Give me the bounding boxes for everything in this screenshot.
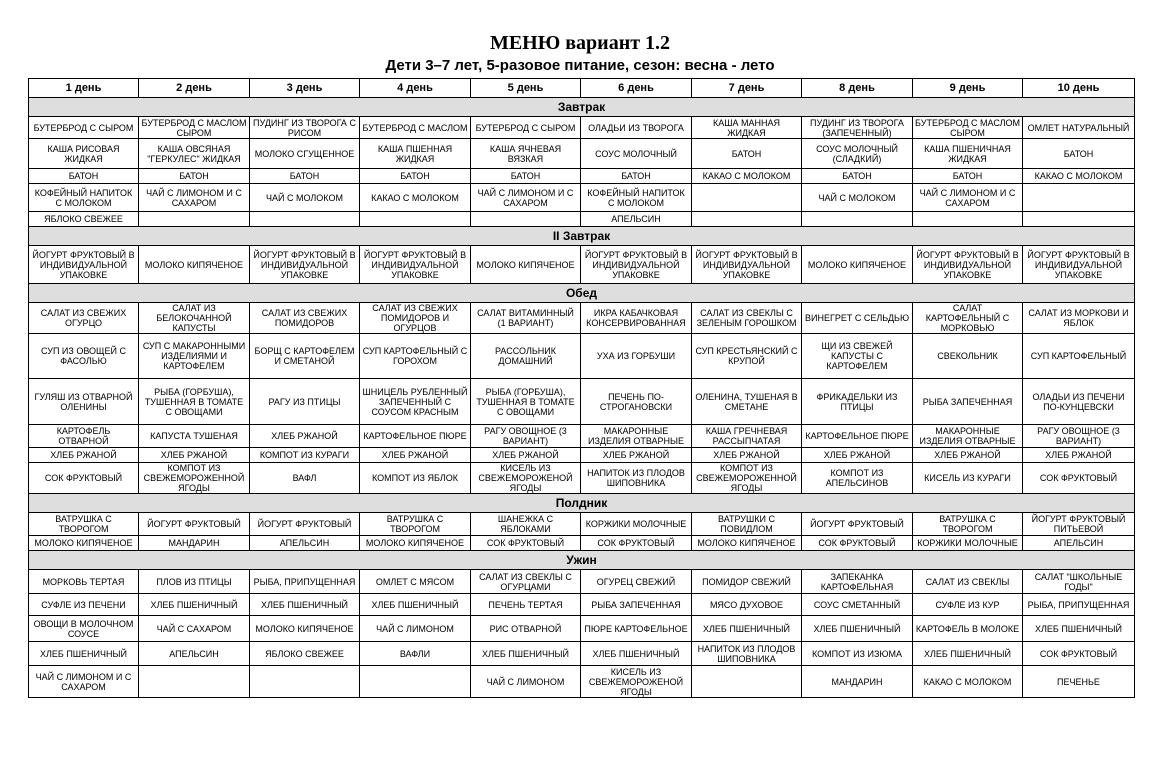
menu-cell: СОК ФРУКТОВЫЙ xyxy=(581,536,692,551)
section-title: II Завтрак xyxy=(29,227,1135,246)
menu-cell: КОМПОТ ИЗ ЯБЛОК xyxy=(360,463,471,494)
menu-cell: СУП ИЗ ОВОЩЕЙ С ФАСОЛЬЮ xyxy=(29,334,139,379)
menu-cell: РЫБА ЗАПЕЧЕННАЯ xyxy=(913,379,1023,425)
section-header-row xyxy=(29,494,1135,513)
menu-row xyxy=(29,334,1135,379)
menu-cell: РЫБА, ПРИПУЩЕННАЯ xyxy=(250,570,360,594)
menu-cell: ХЛЕБ ПШЕНИЧНЫЙ xyxy=(1023,616,1135,642)
menu-cell: ЯБЛОКО СВЕЖЕЕ xyxy=(29,212,139,227)
menu-cell: САЛАТ ИЗ МОРКОВИ И ЯБЛОК xyxy=(1023,303,1135,334)
menu-cell: ОЛЕНИНА, ТУШЕНАЯ В СМЕТАНЕ xyxy=(692,379,802,425)
menu-cell: РЫБА (ГОРБУША), ТУШЕННАЯ В ТОМАТЕ С ОВОЩАМИ xyxy=(471,379,581,425)
menu-cell: ХЛЕБ ПШЕНИЧНЫЙ xyxy=(913,642,1023,666)
menu-cell: ОЛАДЬИ ИЗ ТВОРОГА xyxy=(581,117,692,139)
menu-cell: САЛАТ КАРТОФЕЛЬНЫЙ С МОРКОВЬЮ xyxy=(913,303,1023,334)
menu-cell xyxy=(139,212,250,227)
menu-cell: БАТОН xyxy=(29,169,139,184)
menu-cell: КАКАО С МОЛОКОМ xyxy=(913,666,1023,698)
menu-cell: СОК ФРУКТОВЫЙ xyxy=(1023,463,1135,494)
menu-cell: КАРТОФЕЛЬНОЕ ПЮРЕ xyxy=(360,425,471,448)
menu-cell: КОМПОТ ИЗ АПЕЛЬСИНОВ xyxy=(802,463,913,494)
menu-cell: РАГУ ОВОЩНОЕ (3 ВАРИАНТ) xyxy=(471,425,581,448)
menu-cell: КАША ПШЕНИЧНАЯ ЖИДКАЯ xyxy=(913,139,1023,169)
menu-cell: АПЕЛЬСИН xyxy=(250,536,360,551)
menu-cell: ХЛЕБ ПШЕНИЧНЫЙ xyxy=(250,594,360,616)
menu-cell: СУП С МАКАРОННЫМИ ИЗДЕЛИЯМИ И КАРТОФЕЛЕМ xyxy=(139,334,250,379)
page-title: МЕНЮ вариант 1.2 xyxy=(489,32,671,54)
page-subtitle: Дети 3–7 лет, 5-разовое питание, сезон: весна - лето xyxy=(385,57,775,74)
menu-cell: КОМПОТ ИЗ КУРАГИ xyxy=(250,448,360,463)
menu-cell: КАКАО С МОЛОКОМ xyxy=(1023,169,1135,184)
menu-cell: САЛАТ "ШКОЛЬНЫЕ ГОДЫ" xyxy=(1023,570,1135,594)
menu-cell: ЙОГУРТ ФРУКТОВЫЙ В ИНДИВИДУАЛЬНОЙ УПАКОВКЕ xyxy=(250,246,360,284)
menu-cell: БАТОН xyxy=(802,169,913,184)
menu-cell: УХА ИЗ ГОРБУШИ xyxy=(581,334,692,379)
menu-cell: ХЛЕБ РЖАНОЙ xyxy=(913,448,1023,463)
menu-cell: БАТОН xyxy=(250,169,360,184)
menu-cell: ЧАЙ С МОЛОКОМ xyxy=(250,184,360,212)
menu-cell xyxy=(360,666,471,698)
menu-cell: САЛАТ ВИТАМИННЫЙ (1 ВАРИАНТ) xyxy=(471,303,581,334)
menu-cell: ЧАЙ С ЛИМОНОМ И С САХАРОМ xyxy=(913,184,1023,212)
menu-cell: ЩИ ИЗ СВЕЖЕЙ КАПУСТЫ С КАРТОФЕЛЕМ xyxy=(802,334,913,379)
menu-cell: МОЛОКО КИПЯЧЕНОЕ xyxy=(802,246,913,284)
menu-cell: ХЛЕБ ПШЕНИЧНЫЙ xyxy=(29,642,139,666)
menu-cell: ЙОГУРТ ФРУКТОВЫЙ В ИНДИВИДУАЛЬНОЙ УПАКОВКЕ xyxy=(692,246,802,284)
menu-cell: ХЛЕБ РЖАНОЙ xyxy=(692,448,802,463)
menu-cell: МОЛОКО КИПЯЧЕНОЕ xyxy=(692,536,802,551)
menu-cell: ЯБЛОКО СВЕЖЕЕ xyxy=(250,642,360,666)
menu-cell: КОМПОТ ИЗ СВЕЖЕМОРОЖЕННОЙ ЯГОДЫ xyxy=(139,463,250,494)
menu-cell: МОЛОКО КИПЯЧЕНОЕ xyxy=(139,246,250,284)
menu-cell xyxy=(250,212,360,227)
menu-cell xyxy=(250,666,360,698)
menu-cell: ХЛЕБ ПШЕНИЧНЫЙ xyxy=(581,642,692,666)
menu-cell: БАТОН xyxy=(581,169,692,184)
section-header-row xyxy=(29,551,1135,570)
menu-cell xyxy=(139,666,250,698)
menu-cell: КАРТОФЕЛЬНОЕ ПЮРЕ xyxy=(802,425,913,448)
menu-cell: НАПИТОК ИЗ ПЛОДОВ ШИПОВНИКА xyxy=(692,642,802,666)
menu-cell: ЧАЙ С ЛИМОНОМ И С САХАРОМ xyxy=(29,666,139,698)
day-header: 3 день xyxy=(250,79,360,98)
menu-cell: АПЕЛЬСИН xyxy=(139,642,250,666)
menu-cell: РИС ОТВАРНОЙ xyxy=(471,616,581,642)
menu-cell: МАКАРОННЫЕ ИЗДЕЛИЯ ОТВАРНЫЕ xyxy=(913,425,1023,448)
menu-cell xyxy=(692,212,802,227)
menu-cell: СОК ФРУКТОВЫЙ xyxy=(802,536,913,551)
menu-cell: САЛАТ ИЗ СВЕЖИХ ОГУРЦО xyxy=(29,303,139,334)
menu-cell: СОК ФРУКТОВЫЙ xyxy=(1023,642,1135,666)
menu-row xyxy=(29,169,1135,184)
menu-cell: НАПИТОК ИЗ ПЛОДОВ ШИПОВНИКА xyxy=(581,463,692,494)
menu-cell: СОК ФРУКТОВЫЙ xyxy=(471,536,581,551)
menu-cell: СОУС СМЕТАННЫЙ xyxy=(802,594,913,616)
day-header: 6 день xyxy=(581,79,692,98)
menu-cell: СУФЛЕ ИЗ КУР xyxy=(913,594,1023,616)
menu-cell: ЙОГУРТ ФРУКТОВЫЙ В ИНДИВИДУАЛЬНОЙ УПАКОВКЕ xyxy=(360,246,471,284)
menu-cell: ЗАПЕКАНКА КАРТОФЕЛЬНАЯ xyxy=(802,570,913,594)
menu-row xyxy=(29,463,1135,494)
section-title: Полдник xyxy=(29,494,1135,513)
menu-cell: МОЛОКО КИПЯЧЕНОЕ xyxy=(250,616,360,642)
menu-cell xyxy=(1023,184,1135,212)
menu-cell: ХЛЕБ РЖАНОЙ xyxy=(360,448,471,463)
menu-cell: БАТОН xyxy=(913,169,1023,184)
menu-cell: КИСЕЛЬ ИЗ КУРАГИ xyxy=(913,463,1023,494)
menu-cell: КОМПОТ ИЗ СВЕЖЕМОРОЖЕННОЙ ЯГОДЫ xyxy=(692,463,802,494)
menu-cell: КИСЕЛЬ ИЗ СВЕЖЕМОРОЖЕНОЙ ЯГОДЫ xyxy=(581,666,692,698)
menu-cell: КАКАО С МОЛОКОМ xyxy=(360,184,471,212)
menu-cell: ХЛЕБ ПШЕНИЧНЫЙ xyxy=(360,594,471,616)
menu-cell: ВАТРУШКА С ТВОРОГОМ xyxy=(913,513,1023,536)
section-title: Завтрак xyxy=(29,98,1135,117)
menu-cell: МАНДАРИН xyxy=(802,666,913,698)
menu-cell: ХЛЕБ ПШЕНИЧНЫЙ xyxy=(692,616,802,642)
menu-cell: ОГУРЕЦ СВЕЖИЙ xyxy=(581,570,692,594)
menu-cell: БУТЕРБРОД С МАСЛОМ СЫРОМ xyxy=(139,117,250,139)
menu-cell: ОВОЩИ В МОЛОЧНОМ СОУСЕ xyxy=(29,616,139,642)
menu-cell: ПУДИНГ ИЗ ТВОРОГА С РИСОМ xyxy=(250,117,360,139)
menu-cell: РАССОЛЬНИК ДОМАШНИЙ xyxy=(471,334,581,379)
menu-cell: ЧАЙ С МОЛОКОМ xyxy=(802,184,913,212)
menu-cell: КАРТОФЕЛЬ В МОЛОКЕ xyxy=(913,616,1023,642)
menu-row xyxy=(29,642,1135,666)
menu-cell: КАКАО С МОЛОКОМ xyxy=(692,169,802,184)
menu-cell: КОРЖИКИ МОЛОЧНЫЕ xyxy=(581,513,692,536)
menu-cell: СОК ФРУКТОВЫЙ xyxy=(29,463,139,494)
section-header-row xyxy=(29,98,1135,117)
menu-row xyxy=(29,303,1135,334)
menu-row xyxy=(29,666,1135,698)
menu-cell: ПЕЧЕНЬ ПО-СТРОГАНОВСКИ xyxy=(581,379,692,425)
menu-cell: КАША РИСОВАЯ ЖИДКАЯ xyxy=(29,139,139,169)
menu-cell: РЫБА (ГОРБУША), ТУШЕННАЯ В ТОМАТЕ С ОВОЩАМИ xyxy=(139,379,250,425)
menu-cell: ВАФЛИ xyxy=(360,642,471,666)
menu-cell: ВИНЕГРЕТ С СЕЛЬДЬЮ xyxy=(802,303,913,334)
menu-row xyxy=(29,570,1135,594)
menu-row xyxy=(29,448,1135,463)
menu-cell: БАТОН xyxy=(471,169,581,184)
menu-cell: ЧАЙ С ЛИМОНОМ xyxy=(360,616,471,642)
menu-cell: ХЛЕБ РЖАНОЙ xyxy=(1023,448,1135,463)
menu-cell: МЯСО ДУХОВОЕ xyxy=(692,594,802,616)
menu-cell: САЛАТ ИЗ СВЕКЛЫ С ЗЕЛЕНЫМ ГОРОШКОМ xyxy=(692,303,802,334)
section-title: Обед xyxy=(29,284,1135,303)
menu-cell: БАТОН xyxy=(1023,139,1135,169)
menu-row xyxy=(29,513,1135,536)
menu-cell: ШАНЕЖКА С ЯБЛОКАМИ xyxy=(471,513,581,536)
menu-cell: МОЛОКО КИПЯЧЕНОЕ xyxy=(471,246,581,284)
menu-cell: КАРТОФЕЛЬ ОТВАРНОЙ xyxy=(29,425,139,448)
day-header: 10 день xyxy=(1023,79,1135,98)
menu-cell: МАКАРОННЫЕ ИЗДЕЛИЯ ОТВАРНЫЕ xyxy=(581,425,692,448)
menu-cell: МОЛОКО КИПЯЧЕНОЕ xyxy=(360,536,471,551)
menu-cell xyxy=(913,212,1023,227)
menu-cell: ВАТРУШКА С ТВОРОГОМ xyxy=(29,513,139,536)
menu-cell: САЛАТ ИЗ СВЕКЛЫ xyxy=(913,570,1023,594)
menu-cell: КАША ПШЕННАЯ ЖИДКАЯ xyxy=(360,139,471,169)
day-header: 8 день xyxy=(802,79,913,98)
menu-cell: ПЕЧЕНЬ ТЕРТАЯ xyxy=(471,594,581,616)
menu-cell: ЙОГУРТ ФРУКТОВЫЙ В ИНДИВИДУАЛЬНОЙ УПАКОВКЕ xyxy=(29,246,139,284)
menu-cell xyxy=(471,212,581,227)
day-header: 9 день xyxy=(913,79,1023,98)
menu-row xyxy=(29,139,1135,169)
menu-cell: ШНИЦЕЛЬ РУБЛЕННЫЙ ЗАПЕЧЕННЫЙ С СОУСОМ КРАСНЫМ xyxy=(360,379,471,425)
day-header-row xyxy=(29,79,1135,98)
menu-cell: АПЕЛЬСИН xyxy=(1023,536,1135,551)
menu-cell: СОУС МОЛОЧНЫЙ xyxy=(581,139,692,169)
menu-cell: БАТОН xyxy=(139,169,250,184)
section-title: Ужин xyxy=(29,551,1135,570)
menu-row xyxy=(29,616,1135,642)
menu-cell: ГУЛЯШ ИЗ ОТВАРНОЙ ОЛЕНИНЫ xyxy=(29,379,139,425)
menu-cell: ОМЛЕТ С МЯСОМ xyxy=(360,570,471,594)
menu-row xyxy=(29,594,1135,616)
menu-cell: РЫБА ЗАПЕЧЕННАЯ xyxy=(581,594,692,616)
menu-cell: ИКРА КАБАЧКОВАЯ КОНСЕРВИРОВАННАЯ xyxy=(581,303,692,334)
day-header: 5 день xyxy=(471,79,581,98)
menu-cell: ЙОГУРТ ФРУКТОВЫЙ ПИТЬЕВОЙ xyxy=(1023,513,1135,536)
menu-cell: КИСЕЛЬ ИЗ СВЕЖЕМОРОЖЕНОЙ ЯГОДЫ xyxy=(471,463,581,494)
menu-cell: ОМЛЕТ НАТУРАЛЬНЫЙ xyxy=(1023,117,1135,139)
menu-cell: БАТОН xyxy=(360,169,471,184)
menu-cell: ЧАЙ С ЛИМОНОМ И С САХАРОМ xyxy=(471,184,581,212)
menu-cell: ХЛЕБ РЖАНОЙ xyxy=(250,425,360,448)
menu-cell: ЙОГУРТ ФРУКТОВЫЙ xyxy=(250,513,360,536)
menu-cell: МАНДАРИН xyxy=(139,536,250,551)
menu-cell xyxy=(692,184,802,212)
menu-cell: СУП КРЕСТЬЯНСКИЙ С КРУПОЙ xyxy=(692,334,802,379)
menu-cell: ХЛЕБ РЖАНОЙ xyxy=(471,448,581,463)
menu-cell: ПЮРЕ КАРТОФЕЛЬНОЕ xyxy=(581,616,692,642)
menu-cell: РЫБА, ПРИПУЩЕННАЯ xyxy=(1023,594,1135,616)
menu-cell: КАША МАННАЯ ЖИДКАЯ xyxy=(692,117,802,139)
menu-cell: СВЕКОЛЬНИК xyxy=(913,334,1023,379)
menu-cell: САЛАТ ИЗ БЕЛОКОЧАННОЙ КАПУСТЫ xyxy=(139,303,250,334)
menu-cell: ХЛЕБ РЖАНОЙ xyxy=(581,448,692,463)
menu-cell: ВАФЛ xyxy=(250,463,360,494)
menu-cell xyxy=(692,666,802,698)
menu-cell xyxy=(360,212,471,227)
menu-cell: МОЛОКО КИПЯЧЕНОЕ xyxy=(29,536,139,551)
menu-cell xyxy=(802,212,913,227)
menu-cell: ВАТРУШКА С ТВОРОГОМ xyxy=(360,513,471,536)
menu-cell: ЙОГУРТ ФРУКТОВЫЙ В ИНДИВИДУАЛЬНОЙ УПАКОВКЕ xyxy=(581,246,692,284)
menu-cell: МОРКОВЬ ТЕРТАЯ xyxy=(29,570,139,594)
menu-cell: БУТЕРБРОД С МАСЛОМ СЫРОМ xyxy=(913,117,1023,139)
menu-cell: ХЛЕБ ПШЕНИЧНЫЙ xyxy=(471,642,581,666)
menu-cell: ЧАЙ С САХАРОМ xyxy=(139,616,250,642)
menu-row xyxy=(29,117,1135,139)
menu-cell: СУП КАРТОФЕЛЬНЫЙ С ГОРОХОМ xyxy=(360,334,471,379)
menu-row xyxy=(29,246,1135,284)
menu-cell: ВАТРУШКИ С ПОВИДЛОМ xyxy=(692,513,802,536)
menu-row xyxy=(29,212,1135,227)
day-header: 2 день xyxy=(139,79,250,98)
section-header-row xyxy=(29,227,1135,246)
menu-cell: ОЛАДЬИ ИЗ ПЕЧЕНИ ПО-КУНЦЕВСКИ xyxy=(1023,379,1135,425)
menu-cell: САЛАТ ИЗ СВЕЖИХ ПОМИДОРОВ И ОГУРЦОВ xyxy=(360,303,471,334)
menu-table xyxy=(28,78,1135,698)
day-header: 1 день xyxy=(29,79,139,98)
menu-cell: КОМПОТ ИЗ ИЗЮМА xyxy=(802,642,913,666)
menu-cell: АПЕЛЬСИН xyxy=(581,212,692,227)
menu-cell: ПОМИДОР СВЕЖИЙ xyxy=(692,570,802,594)
menu-row xyxy=(29,425,1135,448)
menu-cell: ПЕЧЕНЬЕ xyxy=(1023,666,1135,698)
menu-cell: БУТЕРБРОД С МАСЛОМ xyxy=(360,117,471,139)
menu-cell: ЧАЙ С ЛИМОНОМ xyxy=(471,666,581,698)
menu-cell: ЙОГУРТ ФРУКТОВЫЙ xyxy=(139,513,250,536)
menu-cell: СУП КАРТОФЕЛЬНЫЙ xyxy=(1023,334,1135,379)
menu-cell: БОРЩ С КАРТОФЕЛЕМ И СМЕТАНОЙ xyxy=(250,334,360,379)
menu-header xyxy=(29,79,1135,98)
menu-row xyxy=(29,536,1135,551)
menu-row xyxy=(29,184,1135,212)
menu-cell: СУФЛЕ ИЗ ПЕЧЕНИ xyxy=(29,594,139,616)
day-header: 4 день xyxy=(360,79,471,98)
menu-cell: ПЛОВ ИЗ ПТИЦЫ xyxy=(139,570,250,594)
menu-cell: КОРЖИКИ МОЛОЧНЫЕ xyxy=(913,536,1023,551)
menu-cell: ЙОГУРТ ФРУКТОВЫЙ В ИНДИВИДУАЛЬНОЙ УПАКОВКЕ xyxy=(913,246,1023,284)
menu-cell: ЙОГУРТ ФРУКТОВЫЙ В ИНДИВИДУАЛЬНОЙ УПАКОВКЕ xyxy=(1023,246,1135,284)
section-header-row xyxy=(29,284,1135,303)
menu-cell: КАША ГРЕЧНЕВАЯ РАССЫПЧАТАЯ xyxy=(692,425,802,448)
menu-cell: КОФЕЙНЫЙ НАПИТОК С МОЛОКОМ xyxy=(581,184,692,212)
menu-cell: ЧАЙ С ЛИМОНОМ И С САХАРОМ xyxy=(139,184,250,212)
menu-cell: ХЛЕБ ПШЕНИЧНЫЙ xyxy=(802,616,913,642)
menu-cell xyxy=(1023,212,1135,227)
menu-cell: САЛАТ ИЗ СВЕЖИХ ПОМИДОРОВ xyxy=(250,303,360,334)
menu-cell: МОЛОКО СГУЩЕННОЕ xyxy=(250,139,360,169)
menu-cell: САЛАТ ИЗ СВЕКЛЫ С ОГУРЦАМИ xyxy=(471,570,581,594)
menu-cell: ЙОГУРТ ФРУКТОВЫЙ xyxy=(802,513,913,536)
menu-cell: БАТОН xyxy=(692,139,802,169)
menu-cell: ХЛЕБ РЖАНОЙ xyxy=(802,448,913,463)
menu-cell: КАША ЯЧНЕВАЯ ВЯЗКАЯ xyxy=(471,139,581,169)
menu-cell: ХЛЕБ РЖАНОЙ xyxy=(29,448,139,463)
menu-cell: РАГУ ОВОЩНОЕ (3 ВАРИАНТ) xyxy=(1023,425,1135,448)
menu-cell: СОУС МОЛОЧНЫЙ (СЛАДКИЙ) xyxy=(802,139,913,169)
menu-cell: РАГУ ИЗ ПТИЦЫ xyxy=(250,379,360,425)
menu-cell: БУТЕРБРОД С СЫРОМ xyxy=(471,117,581,139)
menu-cell: ХЛЕБ ПШЕНИЧНЫЙ xyxy=(139,594,250,616)
menu-cell: КАПУСТА ТУШЕНАЯ xyxy=(139,425,250,448)
day-header: 7 день xyxy=(692,79,802,98)
menu-cell: КАША ОВСЯНАЯ "ГЕРКУЛЕС" ЖИДКАЯ xyxy=(139,139,250,169)
menu-cell: ФРИКАДЕЛЬКИ ИЗ ПТИЦЫ xyxy=(802,379,913,425)
menu-body xyxy=(29,98,1135,698)
menu-row xyxy=(29,379,1135,425)
menu-cell: КОФЕЙНЫЙ НАПИТОК С МОЛОКОМ xyxy=(29,184,139,212)
menu-cell: ХЛЕБ РЖАНОЙ xyxy=(139,448,250,463)
menu-cell: ПУДИНГ ИЗ ТВОРОГА (ЗАПЕЧЕННЫЙ) xyxy=(802,117,913,139)
menu-cell: БУТЕРБРОД С СЫРОМ xyxy=(29,117,139,139)
